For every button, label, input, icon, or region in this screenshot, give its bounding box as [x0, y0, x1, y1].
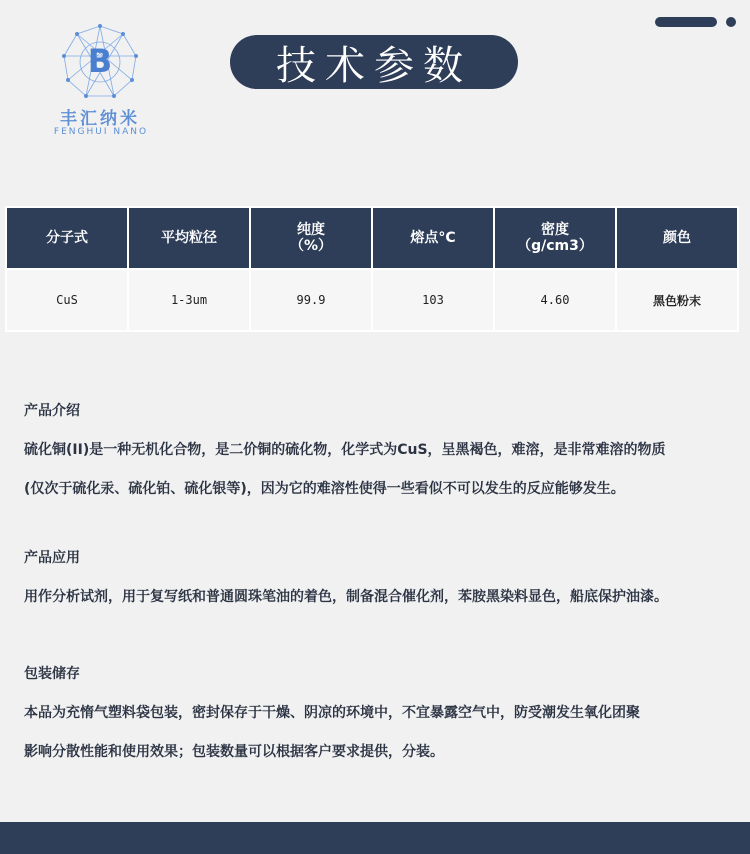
storage-line: 影响分散性能和使用效果；包装数量可以根据客户要求提供，分装。	[24, 744, 444, 760]
spec-table	[5, 206, 739, 332]
header-purity: 纯度 （%）	[250, 207, 372, 269]
application-heading: 产品应用	[24, 550, 80, 566]
table-row	[6, 269, 738, 331]
footer-band	[0, 822, 750, 854]
cell-particle-size: 1-3um	[128, 269, 250, 331]
header-particle-size: 平均粒径	[128, 207, 250, 269]
header-density: 密度 （g/cm3）	[494, 207, 616, 269]
table-header-row	[6, 207, 738, 269]
page-title: 技术参数	[230, 35, 518, 89]
header-color: 颜色	[616, 207, 738, 269]
decorative-pill	[655, 17, 717, 27]
cell-density: 4.60	[494, 269, 616, 331]
storage-line: 本品为充惰气塑料袋包装，密封保存于干燥、阴凉的环境中，不宜暴露空气中，防受潮发生氧化团聚	[24, 705, 640, 721]
intro-section	[24, 400, 724, 498]
intro-line: (仅次于硫化汞、硫化铂、硫化银等)，因为它的难溶性使得一些看似不可以发生的反应能够发生。	[24, 481, 625, 497]
header-melting-point: 熔点°C	[372, 207, 494, 269]
cell-formula: CuS	[6, 269, 128, 331]
application-line: 用作分析试剂，用于复写纸和普通圆珠笔油的着色，制备混合催化剂，苯胺黑染料显色，船底保护油漆。	[24, 589, 668, 605]
cell-color: 黑色粉末	[616, 269, 738, 331]
intro-line: 硫化铜(II)是一种无机化合物，是二价铜的硫化物，化学式为CuS，呈黑褐色，难溶，是非常难溶的物质	[24, 442, 666, 458]
storage-section	[24, 663, 724, 761]
cell-purity: 99.9	[250, 269, 372, 331]
brand-name-en: FENGHUI NANO	[53, 127, 149, 137]
intro-heading: 产品介绍	[24, 403, 80, 419]
header-formula: 分子式	[6, 207, 128, 269]
cell-melting-point: 103	[372, 269, 494, 331]
brand-name-cn: 丰汇纳米	[60, 109, 140, 129]
storage-heading: 包装储存	[24, 666, 80, 682]
application-section	[24, 547, 724, 606]
decorative-dot	[726, 17, 736, 27]
logo-letter: B	[87, 42, 113, 80]
bitcoin-network-icon	[62, 24, 138, 100]
